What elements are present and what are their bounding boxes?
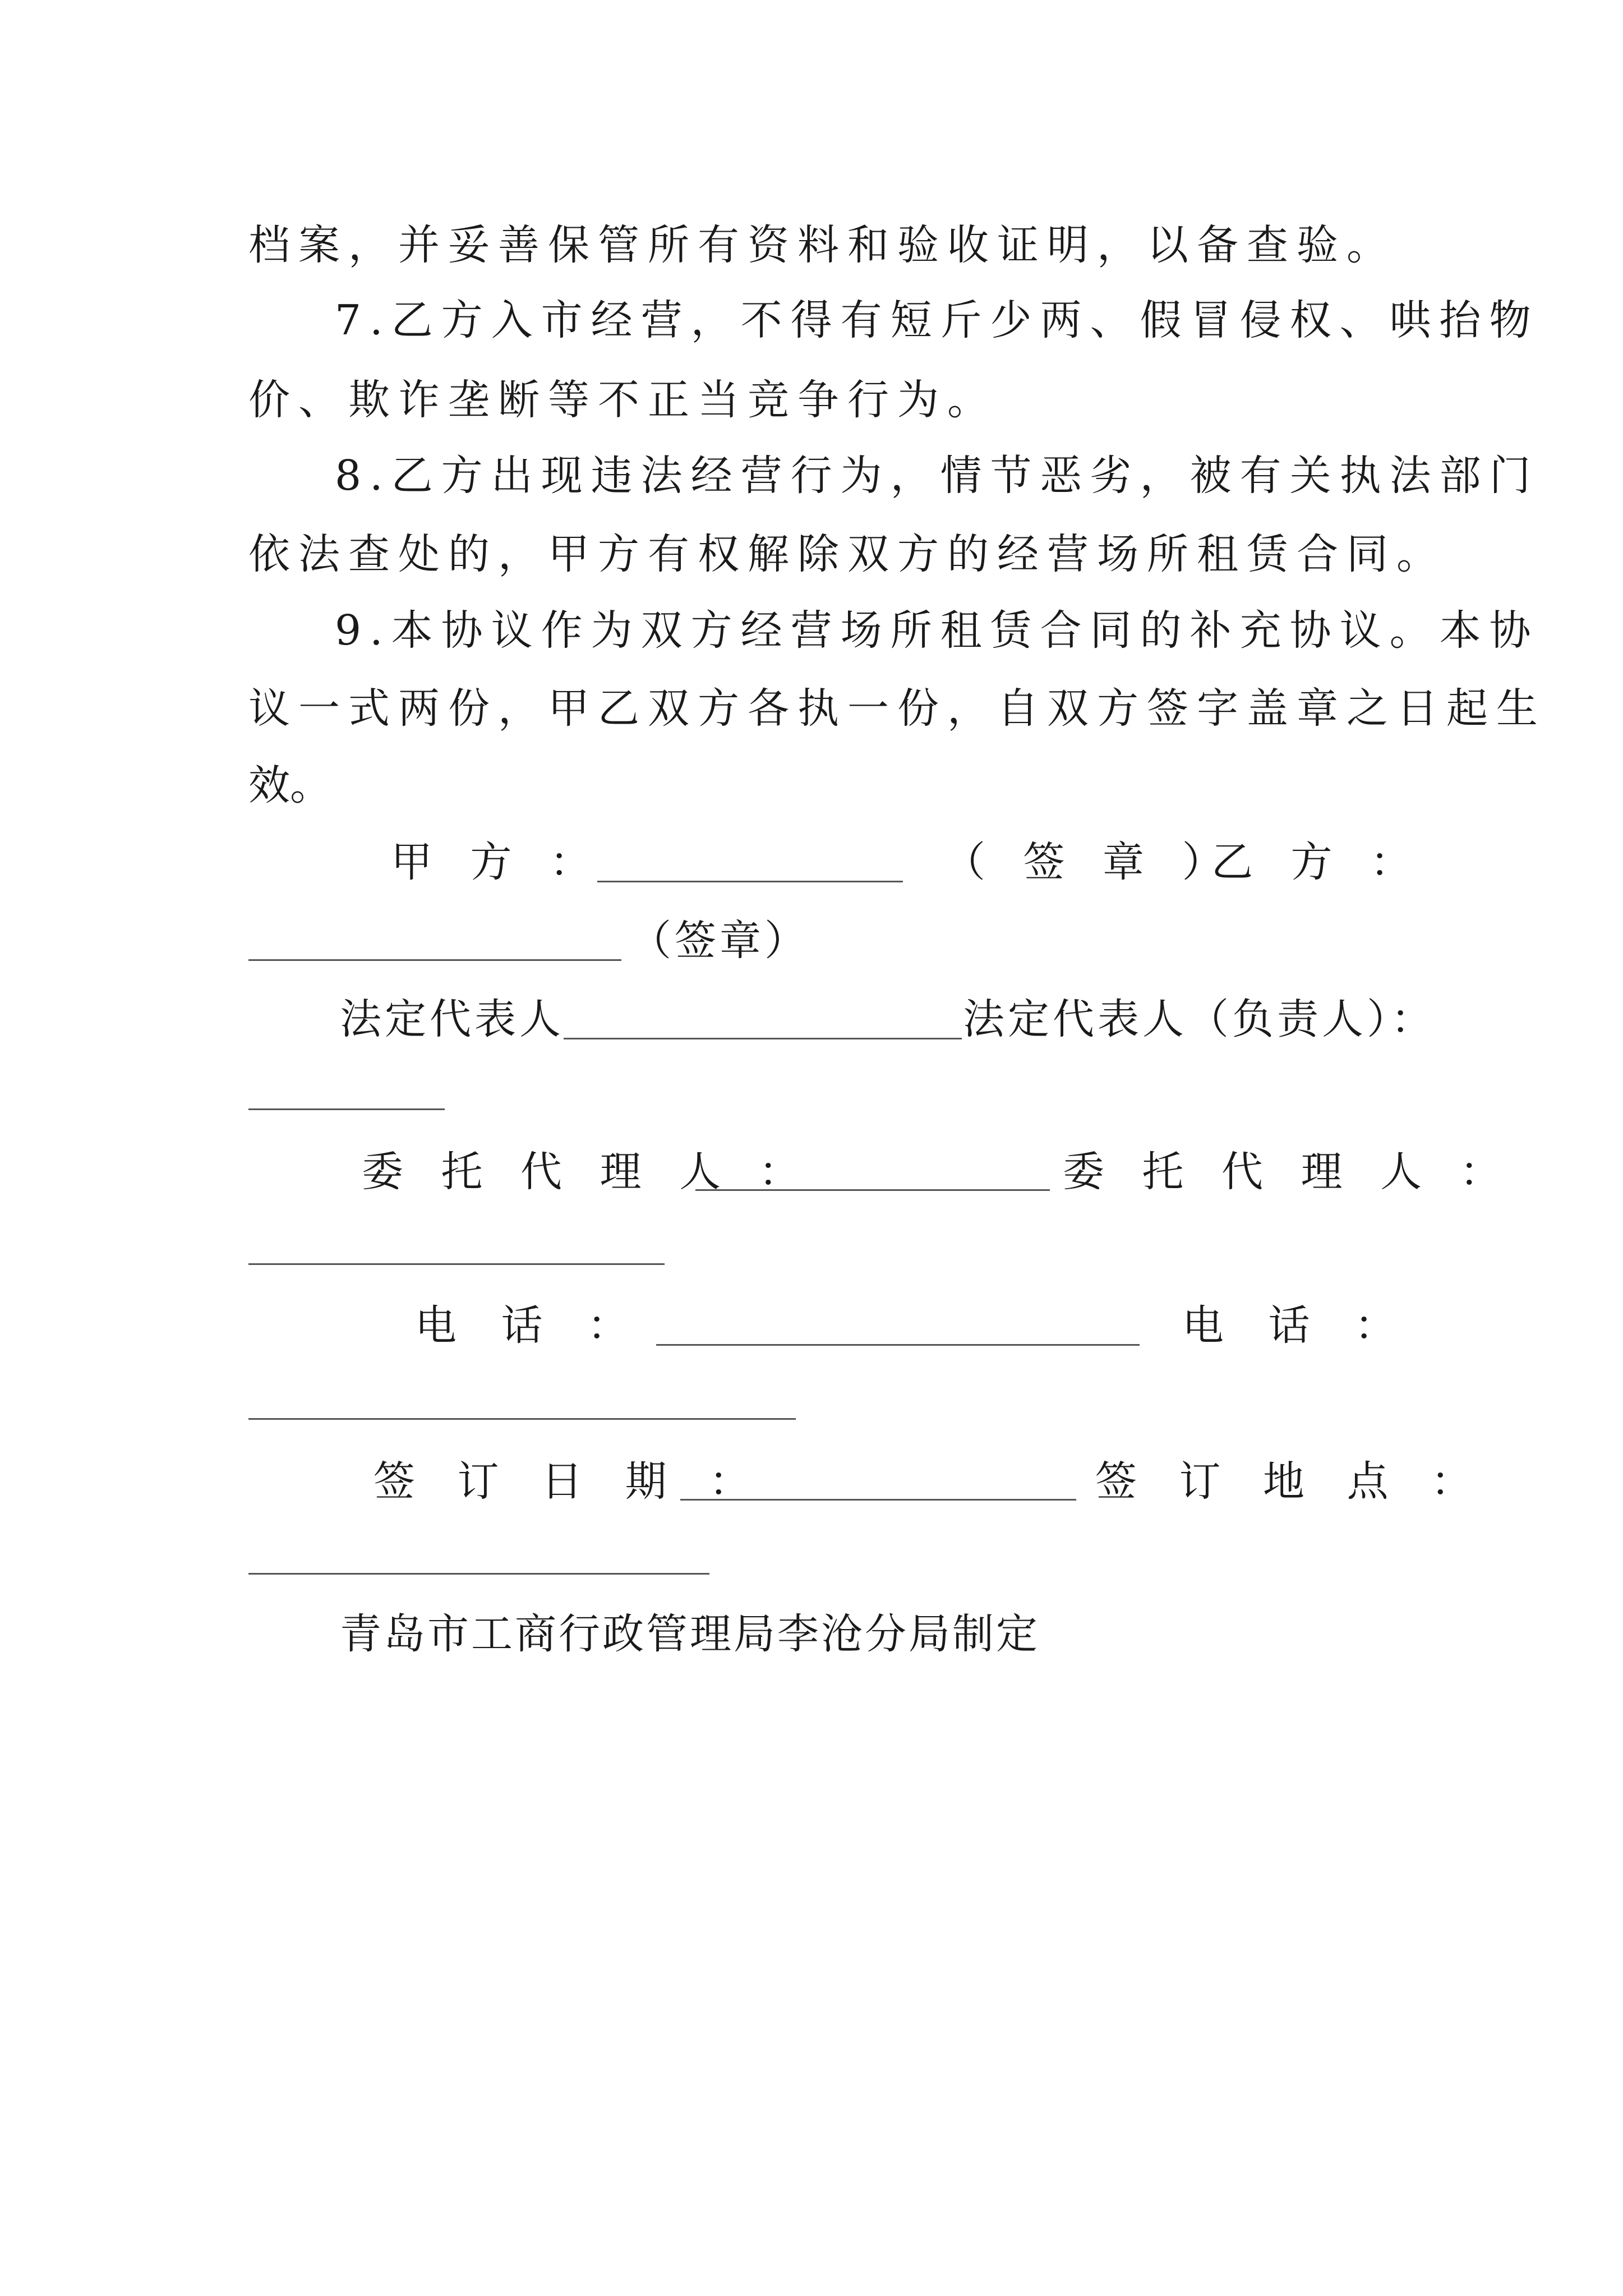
- sign-place-blank[interactable]: [248, 1573, 709, 1575]
- paragraph-8-line-1: 8.乙方出现违法经营行为，情节恶劣，被有关执法部门: [335, 452, 1539, 500]
- paragraph-8-line-2: 依法查处的，甲方有权解除双方的经营场所租赁合同。: [248, 530, 1446, 578]
- sign-date-label: 签 订 日 期 ：: [374, 1457, 766, 1506]
- legal-rep-b-label: 法定代表人（负责人）：: [963, 995, 1436, 1043]
- party-b-label: 乙 方 ：: [1211, 838, 1424, 886]
- agent-b-blank[interactable]: [248, 1263, 665, 1265]
- paragraph-6-end: 档案，并妥善保管所有资料和验收证明，以备查验。: [248, 221, 1396, 269]
- phone-b-blank[interactable]: [248, 1418, 796, 1420]
- party-a-seal-label: （ 签 章 ）: [944, 838, 1236, 886]
- agent-a-blank[interactable]: [695, 1189, 1050, 1191]
- party-a-row: [391, 838, 604, 886]
- agent-a-label: 委 托 代 理 人 ：: [362, 1148, 813, 1196]
- agent-b-label: 委 托 代 理 人 ：: [1063, 1148, 1514, 1196]
- paragraph-9-line-3: 效。: [248, 761, 331, 809]
- phone-a-blank[interactable]: [656, 1344, 1140, 1346]
- paragraph-7-line-2: 价、欺诈垄断等不正当竞争行为。: [248, 376, 997, 424]
- party-a-sign-blank[interactable]: [597, 881, 903, 882]
- legal-rep-a-blank[interactable]: [564, 1038, 962, 1039]
- legal-rep-a-label: 法定代表人: [340, 995, 564, 1043]
- sign-date-blank[interactable]: [680, 1499, 1076, 1501]
- sign-place-label: 签 订 地 点 ：: [1095, 1457, 1487, 1506]
- paragraph-7-line-1: 7.乙方入市经营，不得有短斤少两、假冒侵权、哄抬物: [335, 296, 1539, 344]
- phone-b-label: 电 话 ：: [1182, 1301, 1412, 1350]
- issuer-note: 青岛市工商行政管理局李沧分局制定: [340, 1610, 1040, 1658]
- phone-a-label: 电 话 ：: [415, 1301, 645, 1350]
- party-b-sign-blank[interactable]: [248, 959, 621, 961]
- paragraph-9-line-1: 9.本协议作为双方经营场所租赁合同的补充协议。本协: [335, 606, 1539, 655]
- party-a-label: 甲 方 ：: [391, 838, 604, 886]
- legal-rep-b-blank[interactable]: [248, 1108, 445, 1110]
- paragraph-9-line-2: 议一式两份，甲乙双方各执一份，自双方签字盖章之日起生: [248, 684, 1546, 733]
- party-b-seal-label: （签章）: [630, 917, 809, 965]
